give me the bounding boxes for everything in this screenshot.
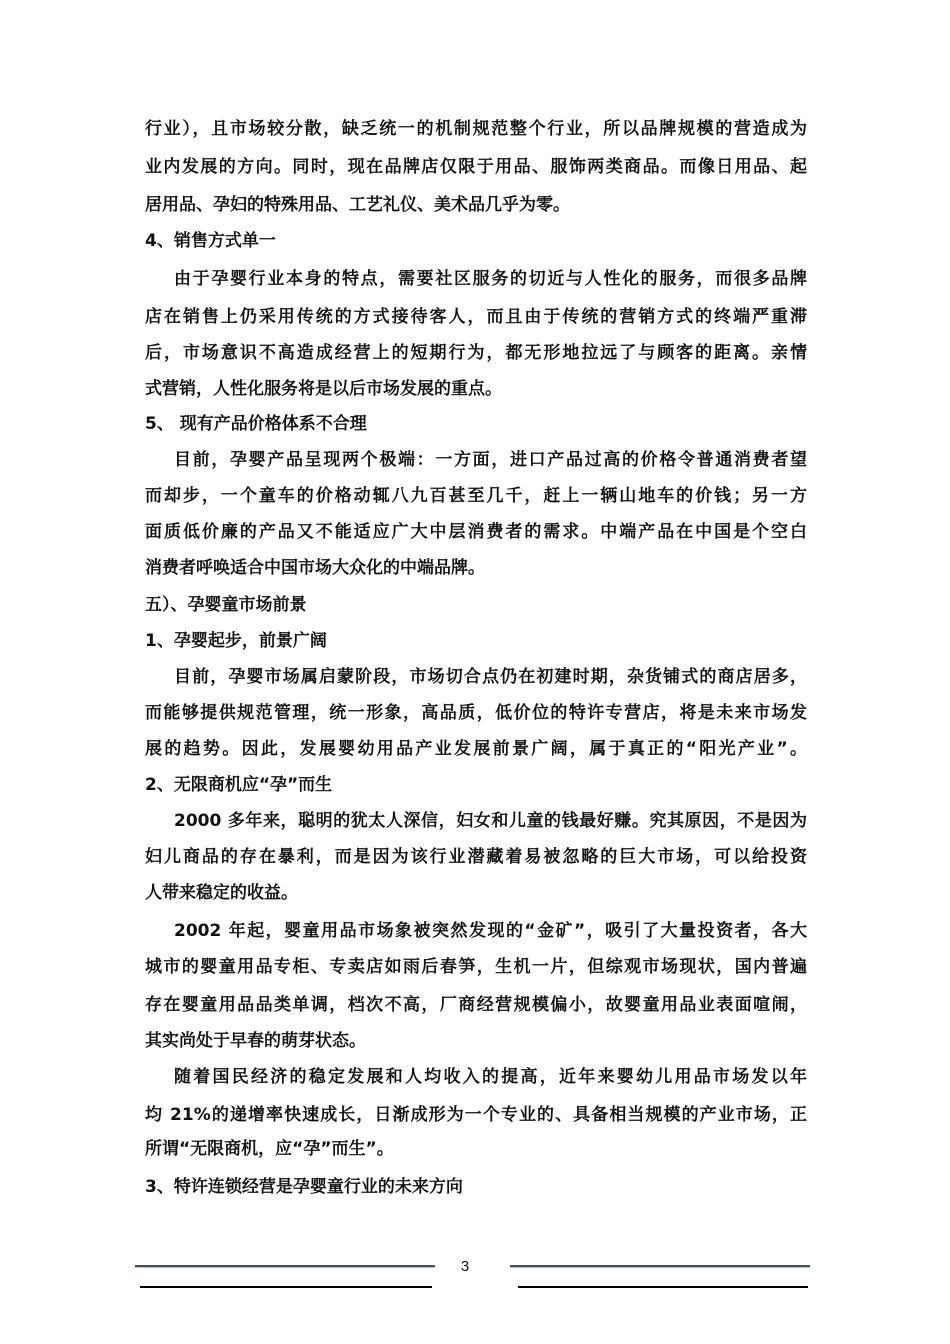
paragraph-line: 行业），且市场较分散，缺乏统一的机制规范整个行业，所以品牌规模的营造成为: [145, 119, 807, 139]
paragraph-line: 其实尚处于早春的萌芽状态。: [145, 1031, 366, 1051]
footer-rule-bottom-right: [518, 1286, 808, 1288]
paragraph-line: 目前，孕婴产品呈现两个极端：一方面，进口产品过高的价格令普通消费者望: [174, 450, 807, 470]
section-heading: 4、销售方式单一: [145, 231, 276, 251]
paragraph-line: 后，市场意识不高造成经营上的短期行为，都无形地拉远了与顾客的距离。亲情: [145, 343, 807, 363]
paragraph-line: 而却步，一个童车的价格动辄八九百甚至几千，赶上一辆山地车的价钱；另一方: [145, 486, 807, 506]
footer-rule-bottom-left: [140, 1286, 432, 1288]
paragraph-line: 人带来稳定的收益。: [145, 883, 298, 903]
paragraph-line: 所谓“无限商机，应“孕”而生”。: [145, 1139, 394, 1159]
section-heading: 五）、孕婴童市场前景: [145, 595, 307, 615]
paragraph-line: 城市的婴童用品专柜、专卖店如雨后春笋，生机一片，但综观市场现状，国内普遍: [145, 957, 807, 977]
paragraph-line: 妇儿商品的存在暴利，而是因为该行业潜藏着易被忽略的巨大市场，可以给投资: [145, 847, 807, 867]
paragraph-line: 而能够提供规范管理，统一形象，高品质，低价位的特许专营店，将是未来市场发: [145, 703, 807, 723]
paragraph-line: 店在销售上仍采用传统的方式接待客人，而且由于传统的营销方式的终端严重滞: [145, 307, 807, 327]
paragraph-line: 目前，孕婴市场属启蒙阶段，市场切合点仍在初建时期，杂货铺式的商店居多，: [174, 667, 807, 687]
section-heading: 1、孕婴起步，前景广阔: [145, 631, 327, 651]
paragraph-line: 均 21%的递增率快速成长，日渐成形为一个专业的、具备相当规模的产业市场，正: [145, 1105, 807, 1125]
paragraph-line: 面质低价廉的产品又不能适应广大中层消费者的需求。中端产品在中国是个空白: [145, 522, 807, 542]
paragraph-line: 展的趋势。因此，发展婴幼用品产业发展前景广阔，属于真正的“阳光产业”。: [145, 739, 807, 759]
paragraph-line: 存在婴童用品品类单调，档次不高，厂商经营规模偏小，故婴童用品业表面喧闹，: [145, 995, 807, 1015]
paragraph-line: 居用品、孕妇的特殊用品、工艺礼仪、美术品几乎为零。: [145, 195, 570, 215]
section-heading: 2、无限商机应“孕”而生: [145, 775, 333, 795]
paragraph-line: 业内发展的方向。同时，现在品牌店仅限于用品、服饰两类商品。而像日用品、起: [145, 157, 807, 177]
paragraph-line: 式营销，人性化服务将是以后市场发展的重点。: [145, 379, 502, 399]
paragraph-line: 由于孕婴行业本身的特点，需要社区服务的切近与人性化的服务，而很多品牌: [174, 269, 807, 289]
paragraph-line: 随着国民经济的稳定发展和人均收入的提高，近年来婴幼儿用品市场发以年: [174, 1067, 807, 1087]
page-number: 3: [460, 1258, 470, 1275]
paragraph-line: 2002 年起，婴童用品市场象被突然发现的“金矿”，吸引了大量投资者，各大: [174, 921, 807, 941]
paragraph-line: 消费者呼唤适合中国市场大众化的中端品牌。: [145, 558, 485, 578]
footer-rule-top-left: [135, 1265, 435, 1267]
section-heading: 5、 现有产品价格体系不合理: [145, 414, 367, 434]
footer-rule-top-right: [510, 1265, 810, 1267]
section-heading: 3、特许连锁经营是孕婴童行业的未来方向: [145, 1177, 463, 1197]
paragraph-line: 2000 多年来，聪明的犹太人深信，妇女和儿童的钱最好赚。究其原因，不是因为: [174, 811, 807, 831]
